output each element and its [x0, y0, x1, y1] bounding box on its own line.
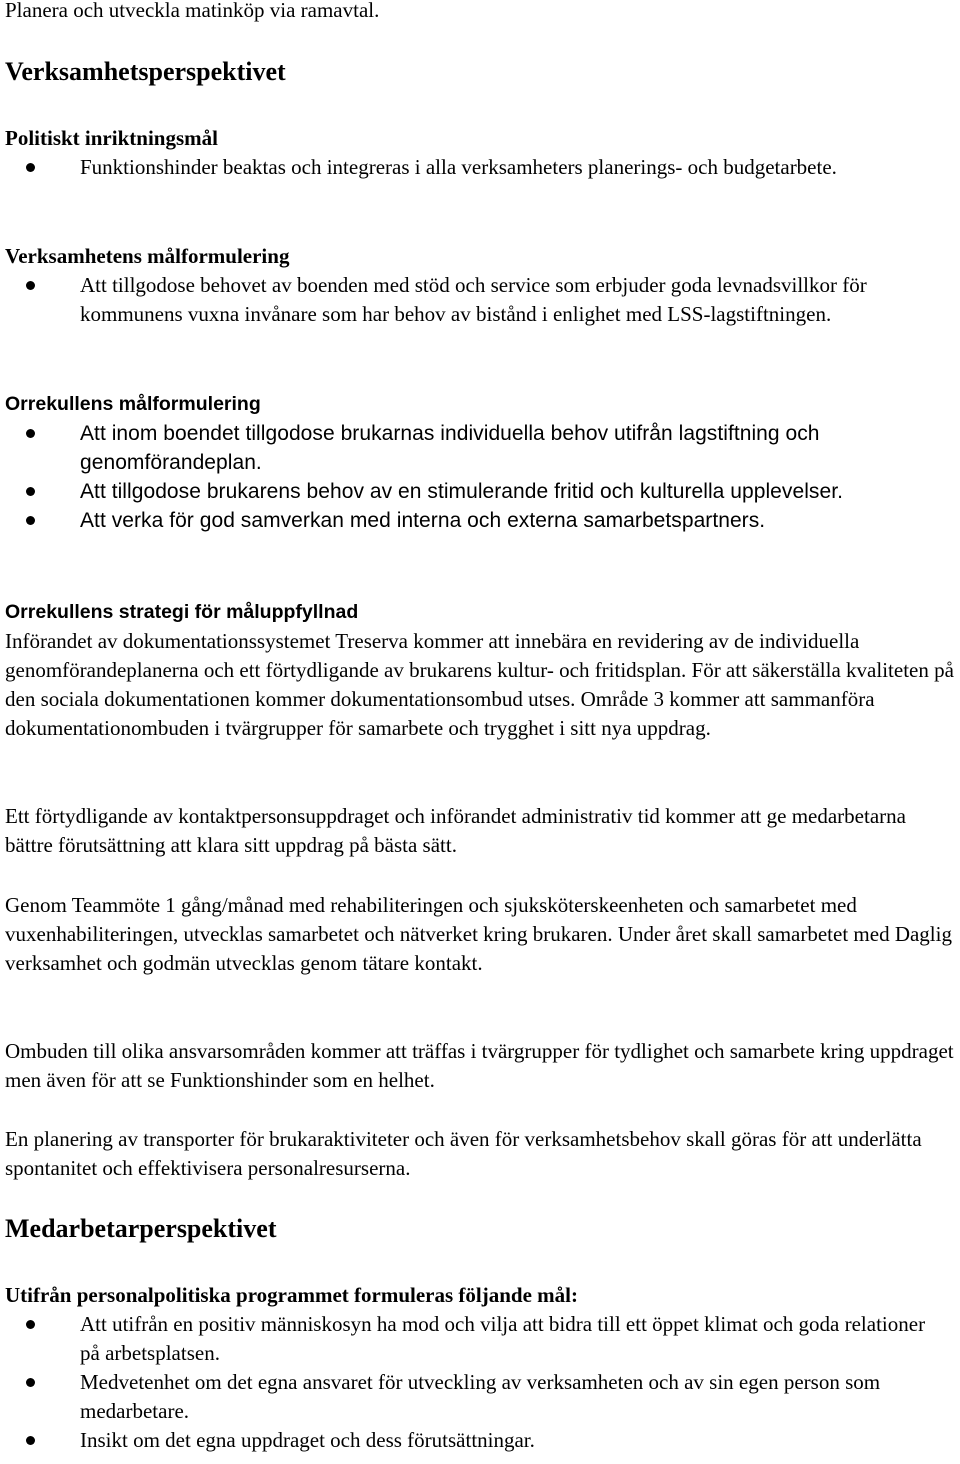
bullet-list-orrekullens	[5, 419, 955, 535]
verksamhetens-malformulering-block	[5, 242, 955, 329]
bullet-list-verksamhetens	[5, 271, 955, 329]
paragraph-text: Ett förtydligande av kontaktpersonsuppdraget och införandet administrativ tid kommer att ge medarbetarna bättre förutsättning att klara sitt uppdrag på bästa sätt.	[5, 804, 906, 857]
medarbetar-mal-block	[5, 1281, 955, 1455]
list-item-text: Att verka för god samverkan med interna och externa samarbetspartners.	[80, 509, 766, 532]
bullet-icon	[26, 281, 35, 290]
orrekullens-malformulering-block	[5, 390, 955, 535]
paragraph-text: En planering av transporter för brukaraktiviteter och även för verksamhetsbehov skall göras för att underlätta spontanitet och effektivisera personalresurserna.	[5, 1127, 922, 1180]
list-item	[5, 477, 955, 506]
list-item	[5, 1310, 955, 1368]
section-title: Medarbetarperspektivet	[5, 1214, 277, 1243]
subheading-politiskt: Politiskt inriktningsmål	[5, 126, 218, 150]
list-item-text: Funktionshinder beaktas och integreras i alla verksamheters planerings- och budgetarbete.	[80, 155, 837, 179]
list-item-text: Att inom boendet tillgodose brukarnas individuella behov utifrån lagstiftning och genomförandeplan.	[80, 422, 820, 474]
subheading-verksamhetens: Verksamhetens målformulering	[5, 244, 290, 268]
bullet-icon	[26, 429, 35, 438]
bullet-icon	[26, 163, 35, 172]
section-medarbetarperspektivet	[5, 1213, 955, 1245]
list-item	[5, 153, 955, 182]
strategi-paragraph-3	[5, 891, 955, 978]
strategi-paragraph-4	[5, 1037, 955, 1095]
strategi-paragraph: Införandet av dokumentationssystemet Treserva kommer att innebära en revidering av de individuella genomförandeplanerna och ett förtydligande av brukarens kultur- och fritidsplan. För att säkerställa kvaliteten på den sociala dokumentationen kommer dokumentationsombud utses. Område 3 kommer att sammanföra dokumentationombuden i tvärgrupper för samarbete och trygghet i sitt nya uppdrag.	[5, 629, 954, 740]
list-item	[5, 419, 955, 477]
list-item	[5, 1368, 955, 1426]
subheading-medarbetar: Utifrån personalpolitiska programmet formuleras följande mål:	[5, 1283, 578, 1307]
strategi-paragraph-5	[5, 1125, 955, 1183]
bullet-list-politiskt	[5, 153, 955, 182]
list-item-text: Insikt om det egna uppdraget och dess förutsättningar.	[80, 1428, 535, 1452]
list-item	[5, 506, 955, 535]
paragraph-text: Ombuden till olika ansvarsområden kommer att träffas i tvärgrupper för tydlighet och samarbete kring uppdraget men även för att se Funktionshinder som en helhet.	[5, 1039, 954, 1092]
lead-paragraph: Planera och utveckla matinköp via ramavtal.	[5, 0, 380, 22]
list-item-text: Att tillgodose brukarens behov av en stimulerande fritid och kulturella upplevelser.	[80, 480, 843, 503]
subheading-strategi: Orrekullens strategi för måluppfyllnad	[5, 601, 359, 623]
list-item-text: Att utifrån en positiv människosyn ha mod och vilja att bidra till ett öppet klimat och goda relationer på arbetsplatsen.	[80, 1312, 926, 1365]
section-title: Verksamhetsperspektivet	[5, 57, 286, 86]
section-verksamhetsperspektivet	[5, 56, 955, 88]
bullet-list-medarbetar	[5, 1310, 955, 1455]
list-item	[5, 1426, 955, 1455]
list-item	[5, 271, 955, 329]
bullet-icon	[26, 1436, 35, 1445]
list-item-text: Medvetenhet om det egna ansvaret för utveckling av verksamheten och av sin egen person som medarbetare.	[80, 1370, 881, 1423]
paragraph-text: Genom Teammöte 1 gång/månad med rehabiliteringen och sjuksköterskeenheten och samarbetet med vuxenhabiliteringen, utvecklas samarbetet och nätverket kring brukaren. Under året skall samarbetet med Daglig verksamhet och godmän utvecklas genom tätare kontakt.	[5, 893, 952, 975]
bullet-icon	[26, 1378, 35, 1387]
bullet-icon	[26, 516, 35, 525]
strategi-block	[5, 598, 955, 743]
subheading-orrekullens: Orrekullens målformulering	[5, 393, 261, 415]
list-item-text: Att tillgodose behovet av boenden med stöd och service som erbjuder goda levnadsvillkor för kommunens vuxna invånare som har behov av bistånd i enlighet med LSS-lagstiftningen.	[80, 273, 867, 326]
bullet-icon	[26, 1320, 35, 1329]
politiskt-inriktningsmal-block	[5, 124, 955, 182]
bullet-icon	[26, 487, 35, 496]
strategi-paragraph-2	[5, 802, 955, 860]
